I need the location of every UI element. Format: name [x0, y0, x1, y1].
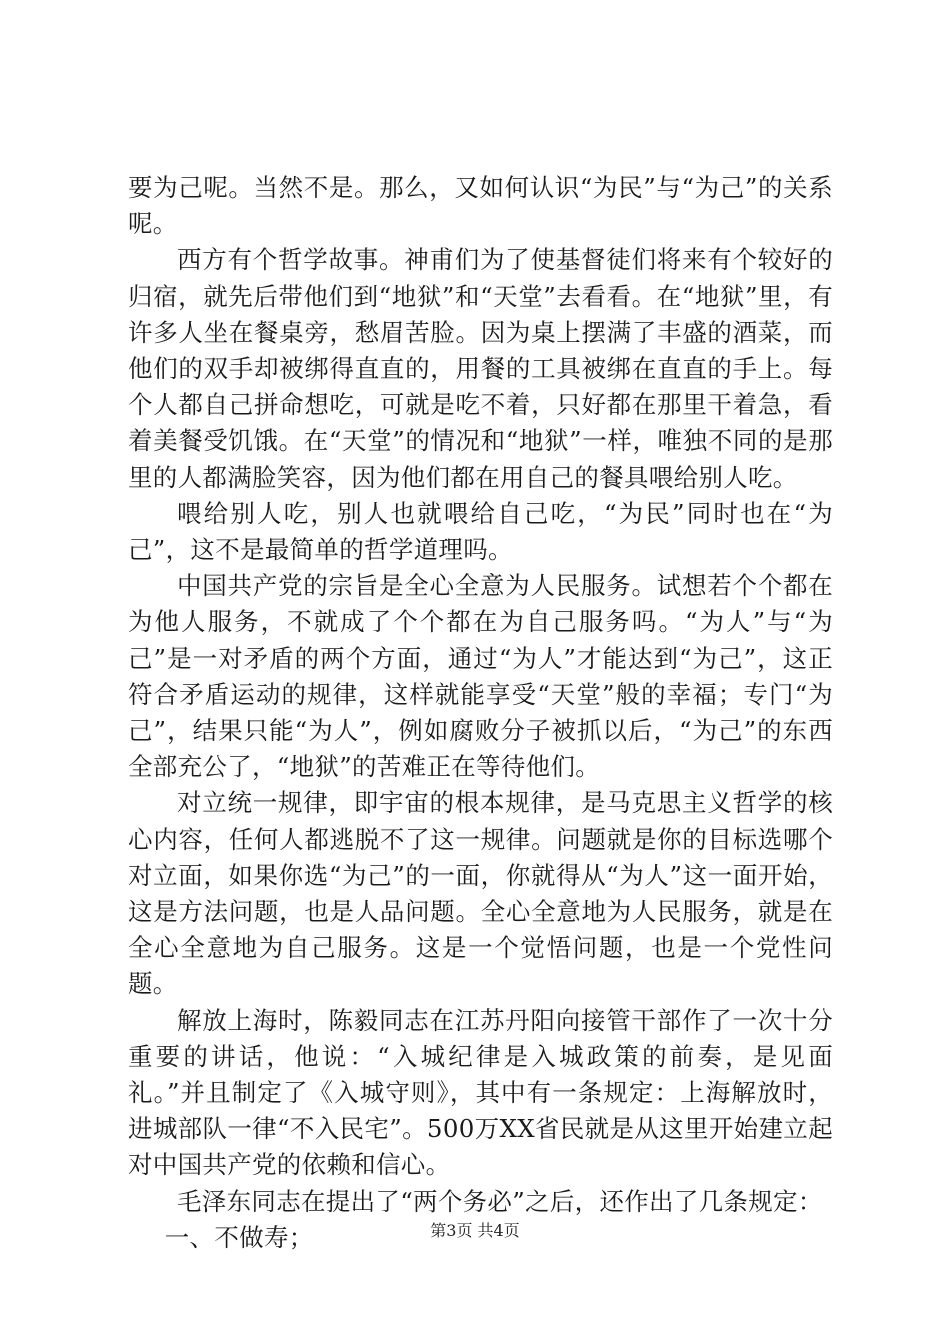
- paragraph-feed-others: 喂给别人吃，别人也就喂给自己吃，“为民”同时也在“为己”，这不是最简单的哲学道理吗。: [128, 498, 833, 565]
- paragraph-continued: 要为己呢。当然不是。那么，又如何认识“为民”与“为己”的关系呢。: [128, 173, 833, 239]
- document-body: [128, 170, 833, 1256]
- paragraph-party-purpose: 中国共产党的宗旨是全心全意为人民服务。试想若个个都在为他人服务，不就成了个个都在为自己服务吗。“为人”与“为己”是一对矛盾的两个方面，通过“为人”才能达到“为己”，这正符合矛盾运动的规律，这样就能享受“天堂”般的幸福；专门“为己”，结果只能“为人”，例如腐败分子被抓以后，“为己”的东西全部充公了，“地狱”的苦难正在等待他们。: [128, 571, 833, 782]
- page-number-footer: 第3页 共4页: [430, 1221, 520, 1240]
- paragraph-liberation-shanghai: 解放上海时，陈毅同志在江苏丹阳向接管干部作了一次十分重要的讲话，他说：“入城纪律是入城政策的前奏，是见面礼。”并且制定了《入城守则》，其中有一条规定：上海解放时，进城部队一律“不入民宅”。500万XX省民就是从这里开始建立起对中国共产党的依赖和信心。: [128, 1005, 833, 1180]
- paragraph-unity-of-opposites: 对立统一规律，即宇宙的根本规律，是马克思主义哲学的核心内容，任何人都逃脱不了这一规律。问题就是你的目标选哪个对立面，如果你选“为己”的一面，你就得从“为人”这一面开始，这是方法问题，也是人品问题。全心全意地为人民服务，就是在全心全意地为自己服务。这是一个觉悟问题，也是一个党性问题。: [128, 788, 833, 999]
- paragraph-two-musts: 毛泽东同志在提出了“两个务必”之后，还作出了几条规定：: [177, 1186, 823, 1216]
- list-item-no-birthday: 一、不做寿；: [164, 1222, 314, 1252]
- paragraph-western-story: 西方有个哲学故事。神甫们为了使基督徒们将来有个较好的归宿，就先后带他们到“地狱”和“天堂”去看看。在“地狱”里，有许多人坐在餐桌旁，愁眉苦脸。因为桌上摆满了丰盛的酒菜，而他们的双手却被绑得直直的，用餐的工具被绑在直直的手上。每个人都自己拼命想吃，可就是吃不着，只好都在那里干着急，看着美餐受饥饿。在“天堂”的情况和“地狱”一样，唯独不同的是那里的人都满脸笑容，因为他们都在用自己的餐具喂给别人吃。: [128, 245, 833, 492]
